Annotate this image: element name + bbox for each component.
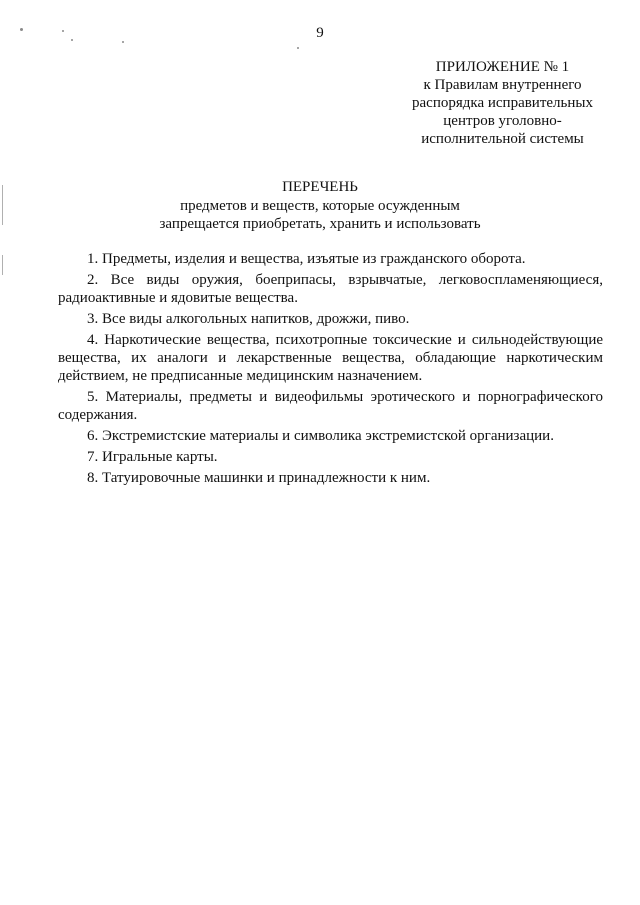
appendix-line: к Правилам внутреннего <box>423 77 582 93</box>
scan-speck <box>297 47 299 49</box>
document-title-block <box>0 178 640 233</box>
appendix-line: центров уголовно- <box>443 113 562 129</box>
list-item: 3. Все виды алкогольных напитков, дрожжи, пиво. <box>87 311 410 327</box>
list-item: 5. Материалы, предметы и видеофильмы эротического и порнографического содержания. <box>58 389 603 423</box>
appendix-line: исполнительной системы <box>421 131 584 147</box>
document-heading: ПЕРЕЧЕНЬ <box>282 179 358 195</box>
list-item: 8. Татуировочные машинки и принадлежности к ним. <box>87 470 431 486</box>
list-item: 2. Все виды оружия, боеприпасы, взрывчатые, легковоспламеняющиеся, радиоактивные и ядовитые вещества. <box>58 272 603 306</box>
document-subtitle-line: запрещается приобретать, хранить и использовать <box>159 216 481 232</box>
appendix-title: ПРИЛОЖЕНИЕ № 1 <box>435 59 570 75</box>
scan-edge-mark <box>2 255 3 275</box>
page-number: 9 <box>316 25 324 41</box>
list-item: 6. Экстремистские материалы и символика экстремистской организации. <box>87 428 554 444</box>
appendix-header <box>395 58 610 148</box>
list-item: 7. Игральные карты. <box>87 449 218 465</box>
list-item: 4. Наркотические вещества, психотропные токсические и сильнодействующие вещества, их аналоги и лекарственные вещества, обладающие наркотическим действием, не предписанные медицинским назначением. <box>58 332 603 384</box>
list-item: 1. Предметы, изделия и вещества, изъятые из гражданского оборота. <box>87 251 526 267</box>
prohibited-items-list <box>58 250 603 490</box>
document-subtitle-line: предметов и веществ, которые осужденным <box>180 198 460 214</box>
appendix-line: распорядка исправительных <box>412 95 593 111</box>
